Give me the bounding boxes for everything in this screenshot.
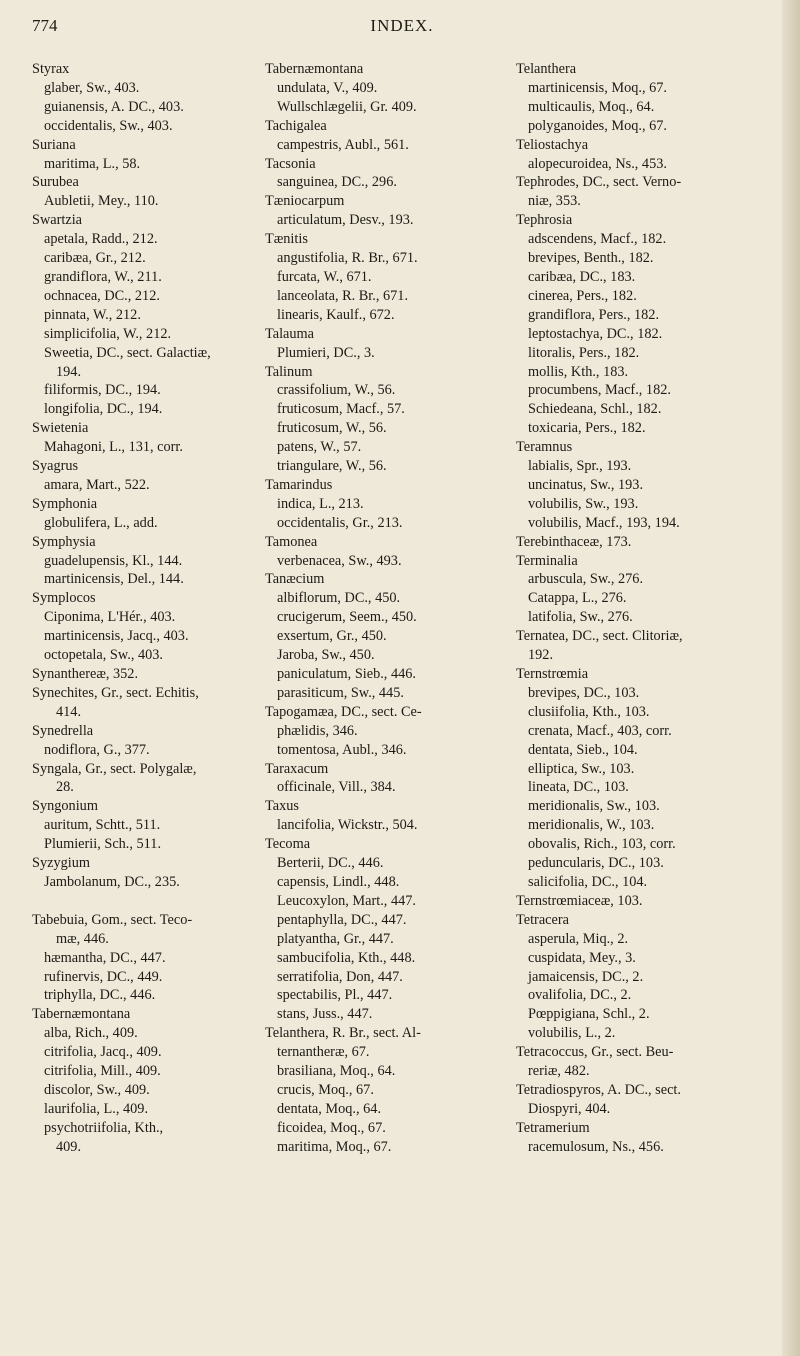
index-entry: verbenacea, Sw., 493. — [277, 552, 402, 569]
index-entry: peduncularis, DC., 103. — [528, 855, 664, 872]
index-entry: Catappa, L., 276. — [528, 590, 627, 607]
index-entry: polyganoides, Moq., 67. — [528, 117, 667, 134]
index-heading: Tephrodes, DC., sect. Verno- — [516, 174, 682, 191]
index-heading: Tabernæmontana — [265, 61, 364, 77]
index-entry: racemulosum, Ns., 456. — [528, 1138, 664, 1155]
index-entry: lancifolia, Wickstr., 504. — [277, 817, 418, 834]
index-entry: triangulare, W., 56. — [277, 458, 387, 475]
index-entry: leptostachya, DC., 182. — [528, 325, 663, 342]
page-header — [32, 16, 772, 42]
index-heading: Syzygium — [32, 855, 90, 872]
index-entry: 28. — [56, 779, 74, 796]
index-entry: guadelupensis, Kl., 144. — [44, 552, 183, 569]
index-entry: crassifolium, W., 56. — [277, 382, 396, 399]
index-entry: sambucifolia, Kth., 448. — [277, 949, 416, 966]
index-heading: Tapogamæa, DC., sect. Ce- — [265, 703, 422, 720]
index-entry: occidentalis, Gr., 213. — [277, 514, 403, 531]
index-column-1 — [32, 60, 254, 1157]
index-entry: ficoidea, Moq., 67. — [277, 1119, 386, 1136]
index-entry: articulatum, Desv., 193. — [277, 212, 414, 229]
index-entry: patens, W., 57. — [277, 439, 362, 456]
index-heading: Syngala, Gr., sect. Polygalæ, — [32, 760, 197, 777]
index-entry: glaber, Sw., 403. — [44, 79, 140, 96]
index-entry: stans, Juss., 447. — [277, 1006, 373, 1023]
index-entry: discolor, Sw., 409. — [44, 1081, 150, 1098]
index-heading: Tanæcium — [265, 571, 325, 588]
index-heading: Talinum — [265, 363, 313, 380]
index-entry: Aubletii, Mey., 110. — [44, 193, 159, 210]
index-entry: angustifolia, R. Br., 671. — [277, 250, 418, 267]
index-heading: Taraxacum — [265, 760, 329, 777]
index-heading: Taxus — [265, 798, 299, 815]
index-entry: hæmantha, DC., 447. — [44, 949, 166, 966]
index-entry: maritima, L., 58. — [44, 155, 141, 172]
index-entry: parasiticum, Sw., 445. — [277, 684, 404, 701]
index-entry: clusiifolia, Kth., 103. — [528, 703, 650, 720]
index-entry: Pœppigiana, Schl., 2. — [528, 1006, 650, 1023]
index-entry: guianensis, A. DC., 403. — [44, 98, 184, 115]
index-entry: Diospyri, 404. — [528, 1100, 611, 1117]
index-entry: lineata, DC., 103. — [528, 779, 629, 796]
index-entry: grandiflora, W., 211. — [44, 268, 162, 285]
index-entry: longifolia, DC., 194. — [44, 401, 163, 418]
index-entry: ternantheræ, 67. — [277, 1044, 370, 1061]
index-entry: Plumierii, Sch., 511. — [44, 836, 162, 853]
index-heading: Tetramerium — [516, 1119, 590, 1136]
index-heading: Terebinthaceæ, 173. — [516, 533, 632, 550]
index-entry: platyantha, Gr., 447. — [277, 930, 394, 947]
index-entry: pentaphylla, DC., 447. — [277, 911, 407, 928]
index-entry: latifolia, Sw., 276. — [528, 609, 633, 626]
index-entry: brasiliana, Moq., 64. — [277, 1063, 396, 1080]
index-heading: Symphysia — [32, 533, 96, 550]
page-number: 774 — [32, 16, 58, 35]
index-heading: Synechites, Gr., sect. Echitis, — [32, 684, 199, 701]
index-entry: 414. — [56, 703, 82, 720]
index-heading: Tacsonia — [265, 155, 316, 172]
index-entry: caribæa, Gr., 212. — [44, 250, 146, 267]
index-heading: Tabernæmontana — [32, 1006, 131, 1023]
index-heading: Symphonia — [32, 495, 98, 512]
index-entry: mollis, Kth., 183. — [528, 363, 629, 380]
index-entry: 194. — [56, 363, 82, 380]
index-heading: Tephrosia — [516, 212, 573, 229]
index-entry: sanguinea, DC., 296. — [277, 174, 397, 191]
index-entry: crucigerum, Seem., 450. — [277, 609, 417, 626]
index-entry: ochnacea, DC., 212. — [44, 287, 160, 304]
index-entry: ovalifolia, DC., 2. — [528, 987, 632, 1004]
index-entry: Leucoxylon, Mart., 447. — [277, 892, 416, 909]
index-heading: Syagrus — [32, 458, 79, 475]
index-entry: globulifera, L., add. — [44, 514, 158, 531]
index-entry: serratifolia, Don, 447. — [277, 968, 403, 985]
index-entry: phælidis, 346. — [277, 722, 358, 739]
index-heading: Terminalia — [516, 552, 578, 569]
index-entry: Berterii, DC., 446. — [277, 855, 384, 872]
index-entry: labialis, Spr., 193. — [528, 458, 632, 475]
index-entry: martinicensis, Moq., 67. — [528, 79, 667, 96]
index-entry: meridionalis, W., 103. — [528, 817, 655, 834]
index-entry: amara, Mart., 522. — [44, 476, 150, 493]
index-entry: arbuscula, Sw., 276. — [528, 571, 644, 588]
index-heading: Swartzia — [32, 212, 83, 229]
index-entry: obovalis, Rich., 103, corr. — [528, 836, 676, 853]
index-entry: exsertum, Gr., 450. — [277, 628, 387, 645]
index-entry: brevipes, Benth., 182. — [528, 250, 654, 267]
index-heading: Tetradiospyros, A. DC., sect. — [516, 1081, 681, 1098]
index-column-2 — [265, 60, 505, 1157]
index-entry: fruticosum, W., 56. — [277, 420, 387, 437]
index-entry: apetala, Radd., 212. — [44, 231, 158, 248]
index-entry: mæ, 446. — [56, 930, 109, 947]
index-heading: Tæniocarpum — [265, 193, 345, 210]
index-entry: volubilis, Macf., 193, 194. — [528, 514, 680, 531]
index-entry: Plumieri, DC., 3. — [277, 344, 375, 361]
index-entry: auritum, Schtt., 511. — [44, 817, 161, 834]
index-entry: multicaulis, Moq., 64. — [528, 98, 655, 115]
index-entry: 192. — [528, 647, 554, 664]
index-entry: dentata, Moq., 64. — [277, 1100, 382, 1117]
index-entry: maritima, Moq., 67. — [277, 1138, 392, 1155]
index-entry: procumbens, Macf., 182. — [528, 382, 671, 399]
index-entry: adscendens, Macf., 182. — [528, 231, 667, 248]
index-entry: furcata, W., 671. — [277, 268, 372, 285]
page-edge — [782, 0, 800, 1356]
index-heading: Ternstrœmia — [516, 666, 589, 682]
index-entry: indica, L., 213. — [277, 495, 364, 512]
index-entry: campestris, Aubl., 561. — [277, 136, 409, 153]
index-entry: volubilis, L., 2. — [528, 1025, 616, 1042]
index-heading: Symplocos — [32, 590, 96, 607]
index-entry: grandiflora, Pers., 182. — [528, 306, 660, 323]
index-entry: Ciponima, L'Hér., 403. — [44, 609, 176, 626]
index-entry: elliptica, Sw., 103. — [528, 760, 635, 777]
index-heading: Ternstrœmiaceæ, 103. — [516, 892, 643, 909]
index-entry: undulata, V., 409. — [277, 79, 378, 96]
index-heading: Surubea — [32, 174, 79, 191]
index-entry: crucis, Moq., 67. — [277, 1081, 374, 1098]
index-entry: martinicensis, Jacq., 403. — [44, 628, 189, 645]
index-heading: Teramnus — [516, 439, 573, 456]
index-entry: occidentalis, Sw., 403. — [44, 117, 173, 134]
index-column-3 — [516, 60, 766, 1157]
index-heading: Telanthera, R. Br., sect. Al- — [265, 1025, 421, 1042]
index-entry: uncinatus, Sw., 193. — [528, 476, 644, 493]
index-entry: fruticosum, Macf., 57. — [277, 401, 405, 418]
index-entry: toxicaria, Pers., 182. — [528, 420, 646, 437]
index-entry: crenata, Macf., 403, corr. — [528, 722, 672, 739]
index-entry: caribæa, DC., 183. — [528, 268, 636, 285]
index-entry: jamaicensis, DC., 2. — [528, 968, 644, 985]
index-entry: salicifolia, DC., 104. — [528, 873, 648, 890]
index-entry: citrifolia, Mill., 409. — [44, 1063, 161, 1080]
index-entry: alopecuroidea, Ns., 453. — [528, 155, 667, 172]
index-heading: Ternatea, DC., sect. Clitoriæ, — [516, 628, 683, 645]
index-entry: filiformis, DC., 194. — [44, 382, 161, 399]
index-entry: lanceolata, R. Br., 671. — [277, 287, 409, 304]
index-entry: triphylla, DC., 446. — [44, 987, 156, 1004]
index-entry: asperula, Miq., 2. — [528, 930, 629, 947]
index-heading: Tabebuia, Gom., sect. Teco- — [32, 911, 193, 928]
index-entry: Jambolanum, DC., 235. — [44, 873, 180, 890]
index-heading: Tetracera — [516, 911, 569, 928]
index-entry: rufinervis, DC., 449. — [44, 968, 163, 985]
index-entry: citrifolia, Jacq., 409. — [44, 1044, 162, 1061]
index-heading: Tamonea — [265, 533, 318, 550]
index-heading: Suriana — [32, 136, 76, 153]
index-entry: Sweetia, DC., sect. Galactiæ, — [44, 344, 211, 361]
index-entry: capensis, Lindl., 448. — [277, 873, 400, 890]
index-heading: Talauma — [265, 325, 315, 342]
index-entry: octopetala, Sw., 403. — [44, 647, 163, 664]
index-entry: brevipes, DC., 103. — [528, 684, 640, 701]
index-entry: albiflorum, DC., 450. — [277, 590, 401, 607]
index-entry: psychotriifolia, Kth., — [44, 1119, 164, 1136]
section-gap — [32, 892, 254, 911]
index-heading: Styrax — [32, 61, 70, 77]
index-heading: Tachigalea — [265, 117, 327, 134]
page-title: INDEX. — [370, 16, 434, 35]
index-entry: Jaroba, Sw., 450. — [277, 647, 375, 664]
index-heading: Telanthera — [516, 61, 577, 77]
index-heading: Synedrella — [32, 722, 94, 739]
index-entry: cuspidata, Mey., 3. — [528, 949, 636, 966]
index-entry: paniculatum, Sieb., 446. — [277, 666, 416, 682]
index-heading: Teliostachya — [516, 136, 589, 153]
index-entry: spectabilis, Pl., 447. — [277, 987, 393, 1004]
index-heading: Synanthereæ, 352. — [32, 666, 139, 682]
index-entry: Schiedeana, Schl., 182. — [528, 401, 662, 418]
index-heading: Tamarindus — [265, 476, 333, 493]
index-entry: cinerea, Pers., 182. — [528, 287, 637, 304]
index-entry: alba, Rich., 409. — [44, 1025, 138, 1042]
index-entry: meridionalis, Sw., 103. — [528, 798, 660, 815]
index-heading: Swietenia — [32, 420, 89, 437]
index-heading: Tecoma — [265, 836, 311, 853]
index-entry: 409. — [56, 1138, 82, 1155]
index-entry: volubilis, Sw., 193. — [528, 495, 639, 512]
index-entry: dentata, Sieb., 104. — [528, 741, 638, 758]
index-entry: Mahagoni, L., 131, corr. — [44, 439, 183, 456]
index-entry: niæ, 353. — [528, 193, 581, 210]
index-entry: reriæ, 482. — [528, 1063, 590, 1080]
index-entry: simplicifolia, W., 212. — [44, 325, 172, 342]
index-entry: litoralis, Pers., 182. — [528, 344, 640, 361]
index-heading: Tetracoccus, Gr., sect. Beu- — [516, 1044, 674, 1061]
index-entry: linearis, Kaulf., 672. — [277, 306, 395, 323]
index-entry: tomentosa, Aubl., 346. — [277, 741, 407, 758]
index-entry: Wullschlægelii, Gr. 409. — [277, 98, 417, 115]
index-heading: Tænitis — [265, 231, 308, 248]
index-entry: officinale, Vill., 384. — [277, 779, 396, 796]
index-entry: pinnata, W., 212. — [44, 306, 141, 323]
index-entry: nodiflora, G., 377. — [44, 741, 150, 758]
index-heading: Syngonium — [32, 798, 98, 815]
index-entry: martinicensis, Del., 144. — [44, 571, 184, 588]
index-entry: laurifolia, L., 409. — [44, 1100, 149, 1117]
